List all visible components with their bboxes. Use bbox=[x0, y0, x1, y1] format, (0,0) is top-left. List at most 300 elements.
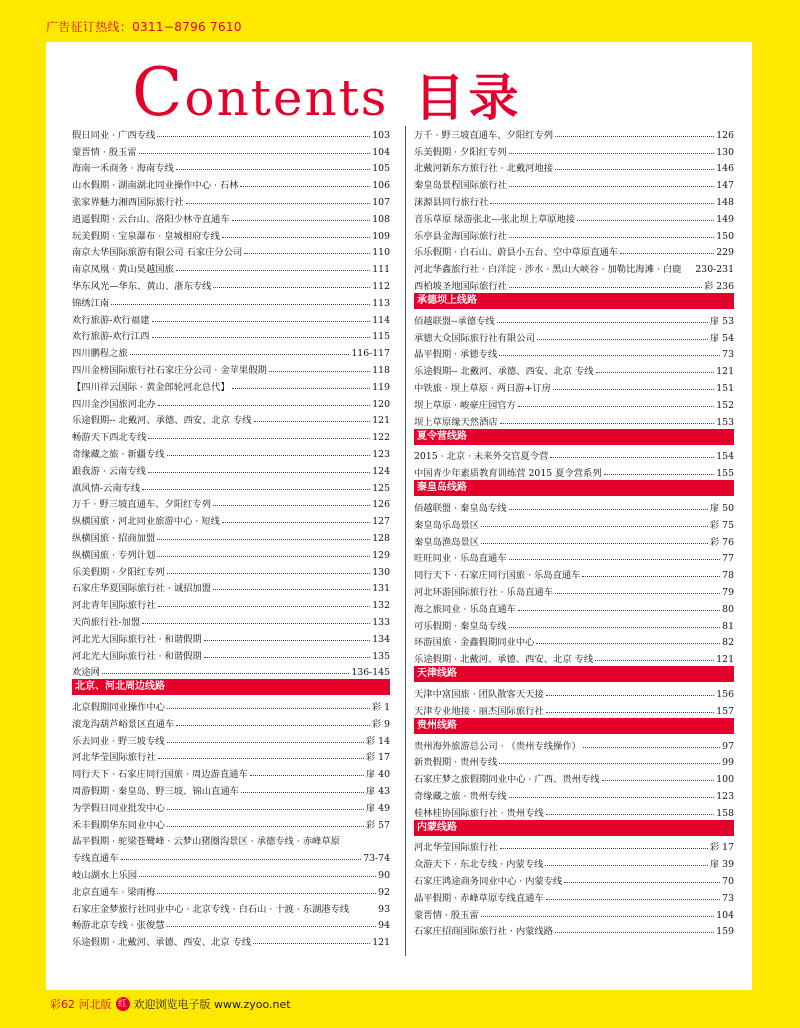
toc-entry-page: 104 bbox=[716, 909, 734, 921]
leader-dots bbox=[158, 405, 371, 406]
toc-entry[interactable] bbox=[72, 561, 390, 578]
leader-dots bbox=[596, 372, 715, 373]
toc-entry-page: 128 bbox=[372, 532, 390, 544]
toc-entry[interactable] bbox=[414, 632, 734, 649]
toc-entry-page: 73-74 bbox=[363, 853, 390, 865]
toc-entry[interactable] bbox=[72, 191, 390, 208]
toc-entry-title: 晶平假期 · 承德专线 bbox=[414, 349, 498, 361]
toc-entry-page: 135 bbox=[372, 650, 390, 662]
toc-entry[interactable] bbox=[414, 735, 734, 752]
leader-dots bbox=[157, 136, 370, 137]
leader-dots bbox=[244, 253, 370, 254]
leader-dots bbox=[553, 389, 714, 390]
toc-entry[interactable] bbox=[414, 837, 734, 854]
toc-entry-page: 彩 76 bbox=[709, 536, 734, 548]
toc-entry[interactable] bbox=[414, 752, 734, 769]
leader-dots bbox=[509, 237, 714, 238]
toc-entry-page: 154 bbox=[716, 451, 734, 463]
toc-entry[interactable] bbox=[72, 780, 390, 797]
toc-entry-title: 玩美假期 · 宝泉瀑布 · 皇城相府专线 bbox=[72, 230, 220, 242]
toc-entry[interactable] bbox=[72, 426, 390, 443]
toc-entry-page: 136-145 bbox=[351, 667, 390, 679]
toc-entry[interactable] bbox=[414, 124, 734, 141]
toc-entry[interactable] bbox=[72, 208, 390, 225]
leader-dots bbox=[222, 522, 370, 523]
toc-entry[interactable] bbox=[72, 713, 390, 730]
toc-entry[interactable] bbox=[414, 564, 734, 581]
toc-entry[interactable] bbox=[72, 594, 390, 611]
toc-entry-title: 晶平假期 · 驼梁苍鹭峰 · 云梦山猪圈沟景区 · 承德专线 · 赤峰草原 bbox=[72, 836, 340, 848]
section-header: 夏令营线路 bbox=[414, 429, 734, 445]
toc-entry[interactable] bbox=[72, 174, 390, 191]
toc-entry[interactable] bbox=[72, 797, 390, 814]
section-header: 天津线路 bbox=[414, 666, 734, 682]
leader-dots bbox=[157, 539, 370, 540]
toc-entry-page: 120 bbox=[372, 398, 390, 410]
toc-entry[interactable] bbox=[414, 648, 734, 665]
leader-dots bbox=[130, 354, 350, 355]
toc-entry[interactable] bbox=[72, 393, 390, 410]
toc-entry-page: 113 bbox=[372, 297, 390, 309]
toc-entry-page: 229 bbox=[716, 247, 734, 259]
leader-dots bbox=[555, 169, 714, 170]
toc-entry-page: 159 bbox=[716, 926, 734, 938]
toc-entry-page: 108 bbox=[372, 213, 390, 225]
leader-dots bbox=[250, 775, 364, 776]
toc-entry-title: 贵州海外旅游总公司 · （贵州专线操作） bbox=[414, 740, 581, 752]
toc-entry-title: 南京大华国际旅游有限公司 石家庄分公司 bbox=[72, 247, 243, 259]
toc-entry[interactable] bbox=[72, 628, 390, 645]
leader-dots bbox=[232, 388, 371, 389]
leader-dots bbox=[546, 712, 715, 713]
toc-entry-page: 132 bbox=[372, 600, 390, 612]
toc-entry[interactable] bbox=[414, 870, 734, 887]
toc-entry-title: 蒙晋情 · 殷玉雷 bbox=[72, 146, 137, 158]
leader-dots bbox=[139, 876, 376, 877]
leader-dots bbox=[213, 505, 370, 506]
toc-entry-title: 秦皇岛乐岛景区 bbox=[414, 519, 480, 531]
leader-dots bbox=[254, 421, 371, 422]
leader-dots bbox=[204, 657, 371, 658]
toc-entry-page: 81 bbox=[722, 620, 734, 632]
toc-entry-page: 150 bbox=[716, 230, 734, 242]
leader-dots bbox=[176, 169, 370, 170]
toc-entry-title: 同行天下 · 石家庄同行国旅 · 周边游直通车 bbox=[72, 769, 248, 781]
toc-entry-page: 扉 40 bbox=[365, 769, 390, 781]
toc-entry-title: 滇风情-云南专线 bbox=[72, 482, 141, 494]
toc-entry-title: 佰越联盟 · 秦皇岛专线 bbox=[414, 502, 507, 514]
toc-entry-page: 153 bbox=[716, 416, 734, 428]
toc-entry-title: 石家庄梦之旅假期同业中心 · 广西、贵州专线 bbox=[414, 774, 600, 786]
toc-entry[interactable] bbox=[414, 531, 734, 548]
toc-entry-title: 蒙晋情 · 殷玉雷 bbox=[414, 909, 479, 921]
toc-entry-page: 彩 17 bbox=[365, 752, 390, 764]
toc-entry-page: 彩 17 bbox=[709, 842, 734, 854]
toc-entry-title: 乐途假期 · 北戴河、承德、西安、北京 专线 bbox=[72, 937, 252, 949]
toc-entry[interactable] bbox=[414, 904, 734, 921]
toc-entry[interactable] bbox=[414, 853, 734, 870]
title-chinese: 目录 bbox=[414, 69, 523, 127]
title-english: Contents bbox=[132, 54, 389, 131]
toc-entry[interactable] bbox=[72, 662, 390, 679]
toc-entry[interactable] bbox=[414, 327, 734, 344]
toc-entry-title: 奇缘藏之旅 · 新疆专线 bbox=[72, 448, 165, 460]
toc-entry[interactable] bbox=[72, 898, 390, 915]
toc-entry-title: 可乐假期 · 秦皇岛专线 bbox=[414, 620, 507, 632]
toc-entry-title: 乐乐假期 · 白石山、蔚县小五台、空中草原直通车 bbox=[414, 247, 619, 259]
toc-entry-title: 佰越联盟--承德专线 bbox=[414, 315, 495, 327]
toc-entry[interactable] bbox=[72, 225, 390, 242]
toc-entry-page: 116-117 bbox=[351, 348, 390, 360]
toc-entry-page: 121 bbox=[372, 415, 390, 427]
toc-entry[interactable] bbox=[72, 494, 390, 511]
leader-dots bbox=[518, 406, 714, 407]
toc-entry-title: 张家界魅力湘西国际旅行社 bbox=[72, 196, 184, 208]
toc-entry-title: 天津专业地接 · 丽杰国际旅行社 bbox=[414, 705, 544, 717]
toc-entry-page: 扉 43 bbox=[365, 786, 390, 798]
leader-dots bbox=[509, 559, 721, 560]
toc-entry-page: 152 bbox=[716, 399, 734, 411]
toc-entry[interactable] bbox=[414, 887, 734, 904]
toc-entry[interactable] bbox=[414, 921, 734, 938]
toc-entry-title: 逍遥假期 · 云台山、洛阳少林寺直通车 bbox=[72, 213, 230, 225]
toc-entry-title: 乐途假期 · 北戴河、承德、西安、北京 专线 bbox=[414, 654, 594, 666]
toc-entry-page: 121 bbox=[716, 654, 734, 666]
toc-entry-page: 127 bbox=[372, 516, 390, 528]
toc-entry-title: 环游国旅 · 金鑫假期同业中心 bbox=[414, 637, 535, 649]
toc-entry-page: 149 bbox=[716, 213, 734, 225]
toc-entry-title: 滚龙沟葫芦峪景区直通车 bbox=[72, 718, 175, 730]
toc-entry-title: 北京假期同业操作中心 bbox=[72, 702, 165, 714]
leader-dots bbox=[555, 932, 714, 933]
leader-dots bbox=[152, 321, 371, 322]
toc-entry-page: 151 bbox=[716, 382, 734, 394]
toc-entry-title: 四川金沙国旅河北办 bbox=[72, 398, 156, 410]
page-footer bbox=[50, 996, 291, 1012]
leader-dots bbox=[253, 943, 370, 944]
toc-entry-page: 146 bbox=[716, 163, 734, 175]
toc-entry[interactable] bbox=[414, 581, 734, 598]
toc-entry[interactable] bbox=[72, 443, 390, 460]
toc-entry[interactable] bbox=[414, 446, 734, 463]
leader-dots bbox=[546, 899, 720, 900]
toc-entry[interactable] bbox=[72, 763, 390, 780]
leader-dots bbox=[148, 438, 370, 439]
toc-entry-page: 103 bbox=[372, 129, 390, 141]
leader-dots bbox=[241, 792, 364, 793]
leader-dots bbox=[157, 893, 376, 894]
toc-entry-title: 乐美假期 · 夕阳红专列 bbox=[72, 566, 165, 578]
leader-dots bbox=[157, 556, 370, 557]
toc-entry[interactable] bbox=[72, 376, 390, 393]
toc-entry-title: 西柏坡圣地国际旅行社 bbox=[414, 280, 507, 292]
toc-entry-title: 秦皇岛景程国际旅行社 bbox=[414, 180, 507, 192]
toc-entry-page: 彩 1 bbox=[371, 702, 390, 714]
toc-entry-title: 北京直通车 · 梁雨梅 bbox=[72, 886, 156, 898]
leader-dots bbox=[167, 826, 364, 827]
toc-entry[interactable] bbox=[414, 768, 734, 785]
toc-entry[interactable] bbox=[414, 310, 734, 327]
toc-entry-page: 131 bbox=[372, 583, 390, 595]
toc-entry[interactable] bbox=[414, 683, 734, 700]
leader-dots bbox=[555, 593, 720, 594]
toc-entry[interactable] bbox=[72, 864, 390, 881]
leader-dots bbox=[186, 203, 371, 204]
toc-entry-title: 天津中富国旅 · 团队散客天天接 bbox=[414, 688, 544, 700]
toc-entry-title: 岐山湖水上乐园 bbox=[72, 870, 138, 882]
toc-entry[interactable] bbox=[414, 258, 734, 275]
toc-right-column bbox=[414, 124, 734, 937]
toc-entry-title: 河北青年国际旅行社 bbox=[72, 600, 156, 612]
toc-entry[interactable] bbox=[72, 275, 390, 292]
leader-dots bbox=[481, 543, 708, 544]
leader-dots bbox=[481, 916, 715, 917]
toc-entry[interactable] bbox=[72, 544, 390, 561]
toc-entry-title: 坝上草原缘天然酒店 bbox=[414, 416, 498, 428]
toc-entry[interactable] bbox=[72, 141, 390, 158]
toc-entry-page: 121 bbox=[372, 937, 390, 949]
toc-entry-title: 河北华莹国际旅行社 bbox=[414, 842, 498, 854]
toc-entry-page: 80 bbox=[722, 603, 734, 615]
toc-entry-page: 230-231 bbox=[695, 264, 734, 276]
toc-entry-page: 118 bbox=[372, 364, 390, 376]
toc-entry[interactable] bbox=[414, 242, 734, 259]
leader-dots bbox=[139, 153, 371, 154]
toc-entry[interactable] bbox=[414, 514, 734, 531]
toc-entry[interactable] bbox=[72, 611, 390, 628]
toc-entry-title: 禾丰假期华东同业中心 bbox=[72, 819, 165, 831]
toc-entry-title: 纵横国旅 · 招商加盟 bbox=[72, 532, 156, 544]
toc-entry[interactable] bbox=[72, 747, 390, 764]
toc-entry[interactable] bbox=[72, 881, 390, 898]
toc-entry-page: 彩 236 bbox=[704, 280, 734, 292]
leader-dots bbox=[158, 606, 371, 607]
toc-entry-title: 畅游天下西北专线 bbox=[72, 432, 147, 444]
toc-entry-title: 欢行旅游-欢行江西 bbox=[72, 331, 150, 343]
toc-entry[interactable] bbox=[414, 497, 734, 514]
toc-entry-page: 126 bbox=[372, 499, 390, 511]
toc-entry-page: 115 bbox=[372, 331, 390, 343]
leader-dots bbox=[176, 725, 370, 726]
toc-entry[interactable] bbox=[414, 344, 734, 361]
toc-entry[interactable] bbox=[72, 510, 390, 527]
toc-entry[interactable] bbox=[414, 462, 734, 479]
leader-dots bbox=[509, 627, 721, 628]
toc-entry[interactable] bbox=[72, 460, 390, 477]
toc-entry-title: 众游天下 · 东北专线 · 内蒙专线 bbox=[414, 859, 544, 871]
toc-entry-title: 河北光大国际旅行社 · 和谐假期 bbox=[72, 633, 202, 645]
toc-entry-title: 海之旅同业 · 乐岛直通车 bbox=[414, 603, 516, 615]
toc-entry[interactable] bbox=[72, 309, 390, 326]
toc-entry[interactable] bbox=[72, 477, 390, 494]
toc-entry[interactable] bbox=[72, 326, 390, 343]
toc-entry[interactable] bbox=[414, 174, 734, 191]
leader-dots bbox=[500, 848, 708, 849]
leader-dots bbox=[167, 573, 371, 574]
toc-entry-title: 石家庄金梦旅行社同业中心 · 北京专线 · 白石山 · 十渡 · 东湖港专线 bbox=[72, 903, 350, 915]
leader-dots bbox=[167, 455, 371, 456]
toc-entry-title: 桂林桂协国际旅行社 · 贵州专线 bbox=[414, 807, 544, 819]
toc-entry[interactable] bbox=[72, 730, 390, 747]
toc-entry-page: 106 bbox=[372, 180, 390, 192]
toc-left-column bbox=[72, 124, 390, 948]
toc-entry[interactable] bbox=[72, 258, 390, 275]
leader-dots bbox=[500, 423, 715, 424]
toc-entry-title: 专线直通车 bbox=[72, 853, 119, 865]
leader-dots bbox=[499, 763, 720, 764]
leader-dots bbox=[546, 814, 715, 815]
toc-entry-page: 158 bbox=[716, 807, 734, 819]
ad-hotline: 广告征订热线：0311−8796 7610 bbox=[46, 20, 242, 34]
leader-dots bbox=[167, 809, 364, 810]
toc-entry-page: 77 bbox=[722, 553, 734, 565]
toc-entry-page: 122 bbox=[372, 432, 390, 444]
section-header: 贵州线路 bbox=[414, 718, 734, 734]
page-title bbox=[132, 54, 523, 131]
leader-dots bbox=[518, 610, 720, 611]
toc-entry-page: 扉 49 bbox=[365, 802, 390, 814]
toc-entry-page: 126 bbox=[716, 129, 734, 141]
toc-entry[interactable] bbox=[72, 831, 390, 848]
leader-dots bbox=[550, 457, 714, 458]
toc-entry[interactable] bbox=[72, 931, 390, 948]
toc-entry-page: 73 bbox=[722, 892, 734, 904]
leader-dots bbox=[509, 153, 715, 154]
leader-dots bbox=[232, 220, 371, 221]
leader-dots bbox=[148, 472, 370, 473]
toc-entry[interactable] bbox=[414, 598, 734, 615]
toc-entry-title: 跟我游 · 云南专线 bbox=[72, 465, 146, 477]
toc-entry-page: 扉 39 bbox=[709, 859, 734, 871]
toc-entry-page: 121 bbox=[716, 366, 734, 378]
leader-dots bbox=[545, 865, 708, 866]
toc-entry-title: 为学假日同业批发中心 bbox=[72, 802, 165, 814]
footer-website[interactable]: 欢迎浏览电子版 www.zyoo.net bbox=[133, 998, 291, 1011]
toc-entry-page: 104 bbox=[372, 146, 390, 158]
toc-entry[interactable] bbox=[72, 158, 390, 175]
toc-entry[interactable] bbox=[72, 292, 390, 309]
toc-entry[interactable] bbox=[414, 275, 734, 292]
toc-entry[interactable] bbox=[414, 615, 734, 632]
toc-entry[interactable] bbox=[414, 785, 734, 802]
toc-entry-title: 锦绣江南 bbox=[72, 297, 110, 309]
toc-entry-title: 乐途假期-- 北戴河、承德、西安、北京 专线 bbox=[72, 415, 252, 427]
toc-entry-page: 73 bbox=[722, 349, 734, 361]
toc-entry-title: 2015 · 北京 · 未来外交官夏令营 bbox=[414, 451, 549, 463]
toc-entry[interactable] bbox=[414, 208, 734, 225]
toc-entry[interactable] bbox=[72, 814, 390, 831]
toc-entry-page: 78 bbox=[722, 570, 734, 582]
toc-entry-page: 109 bbox=[372, 230, 390, 242]
toc-entry[interactable] bbox=[414, 394, 734, 411]
toc-entry-title: 河北华鑫旅行社 · 白洋淀 · 涉水 · 黑山大峡谷 · 加勒比海滩 · 白鹿 bbox=[414, 264, 682, 276]
section-header: 内蒙线路 bbox=[414, 820, 734, 836]
toc-entry-page: 彩 57 bbox=[365, 819, 390, 831]
leader-dots bbox=[167, 708, 370, 709]
toc-entry[interactable] bbox=[414, 191, 734, 208]
toc-entry-page: 147 bbox=[716, 180, 734, 192]
toc-entry-page: 93 bbox=[378, 903, 390, 915]
toc-entry-title: 中铁旅 · 坝上草原 · 两日游+订房 bbox=[414, 382, 552, 394]
leader-dots bbox=[555, 136, 714, 137]
toc-entry-title: 河北光大国际旅行社 · 和谐假期 bbox=[72, 650, 202, 662]
toc-entry[interactable] bbox=[414, 377, 734, 394]
toc-entry[interactable] bbox=[72, 696, 390, 713]
leader-dots bbox=[167, 742, 364, 743]
toc-entry-title: 【四川祥云国际 · 黄金郎轮河北总代】 bbox=[72, 381, 230, 393]
leader-dots bbox=[158, 758, 364, 759]
leader-dots bbox=[167, 926, 377, 927]
toc-entry-page: 114 bbox=[372, 314, 390, 326]
toc-entry-page: 彩 14 bbox=[365, 735, 390, 747]
toc-entry[interactable] bbox=[72, 527, 390, 544]
toc-entry[interactable] bbox=[414, 141, 734, 158]
toc-entry-title: 晶平假期 · 赤峰草原专线直通车 bbox=[414, 892, 544, 904]
toc-entry-page: 97 bbox=[722, 740, 734, 752]
toc-entry[interactable] bbox=[72, 242, 390, 259]
toc-entry[interactable] bbox=[72, 410, 390, 427]
leader-dots bbox=[509, 287, 702, 288]
toc-entry-page: 99 bbox=[722, 757, 734, 769]
toc-entry-title: 石家庄鸿途商务同业中心 · 内蒙专线 bbox=[414, 876, 563, 888]
logo-icon: 红 bbox=[116, 997, 130, 1011]
toc-entry-page: 130 bbox=[372, 566, 390, 578]
toc-entry[interactable] bbox=[414, 225, 734, 242]
toc-entry-title: 中国青少年素质教育训练营 2015 夏令营系列 bbox=[414, 468, 602, 480]
leader-dots bbox=[509, 509, 708, 510]
leader-dots bbox=[102, 673, 349, 674]
toc-entry[interactable] bbox=[72, 915, 390, 932]
leader-dots bbox=[142, 489, 370, 490]
leader-dots bbox=[537, 339, 708, 340]
toc-entry[interactable] bbox=[414, 360, 734, 377]
toc-entry[interactable] bbox=[72, 847, 390, 864]
toc-entry-title: 山水假期 · 湖南湖北同业操作中心 · 石林 bbox=[72, 180, 239, 192]
leader-dots bbox=[582, 576, 720, 577]
toc-entry[interactable] bbox=[72, 645, 390, 662]
toc-entry-title: 海南一禾商务 · 海南专线 bbox=[72, 163, 174, 175]
toc-entry-page: 111 bbox=[372, 264, 390, 276]
toc-entry-page: 112 bbox=[372, 280, 390, 292]
toc-entry-title: 涞源县同行旅行社 bbox=[414, 196, 489, 208]
leader-dots bbox=[546, 695, 715, 696]
leader-dots bbox=[499, 355, 720, 356]
leader-dots bbox=[595, 660, 714, 661]
toc-entry[interactable] bbox=[72, 578, 390, 595]
leader-dots bbox=[121, 859, 362, 860]
toc-entry[interactable] bbox=[414, 802, 734, 819]
leader-dots bbox=[222, 237, 370, 238]
toc-entry[interactable] bbox=[414, 700, 734, 717]
section-header: 承德坝上线路 bbox=[414, 293, 734, 309]
toc-entry[interactable] bbox=[72, 124, 390, 141]
toc-entry-page: 130 bbox=[716, 146, 734, 158]
toc-entry-title: 四川鹏程之旅 bbox=[72, 348, 128, 360]
toc-entry[interactable] bbox=[414, 548, 734, 565]
toc-entry-title: 奇缘藏之旅 · 贵州专线 bbox=[414, 790, 507, 802]
toc-entry[interactable] bbox=[414, 411, 734, 428]
toc-entry[interactable] bbox=[72, 359, 390, 376]
toc-entry[interactable] bbox=[414, 158, 734, 175]
toc-entry[interactable] bbox=[72, 342, 390, 359]
toc-entry-page: 129 bbox=[372, 549, 390, 561]
toc-entry-page: 扉 54 bbox=[709, 332, 734, 344]
leader-dots bbox=[536, 643, 720, 644]
toc-entry-title: 石家庄招商国际旅行社 · 内蒙线路 bbox=[414, 926, 554, 938]
leader-dots bbox=[490, 203, 714, 204]
toc-entry-page: 133 bbox=[372, 616, 390, 628]
section-header: 北京、河北周边线路 bbox=[72, 679, 390, 695]
